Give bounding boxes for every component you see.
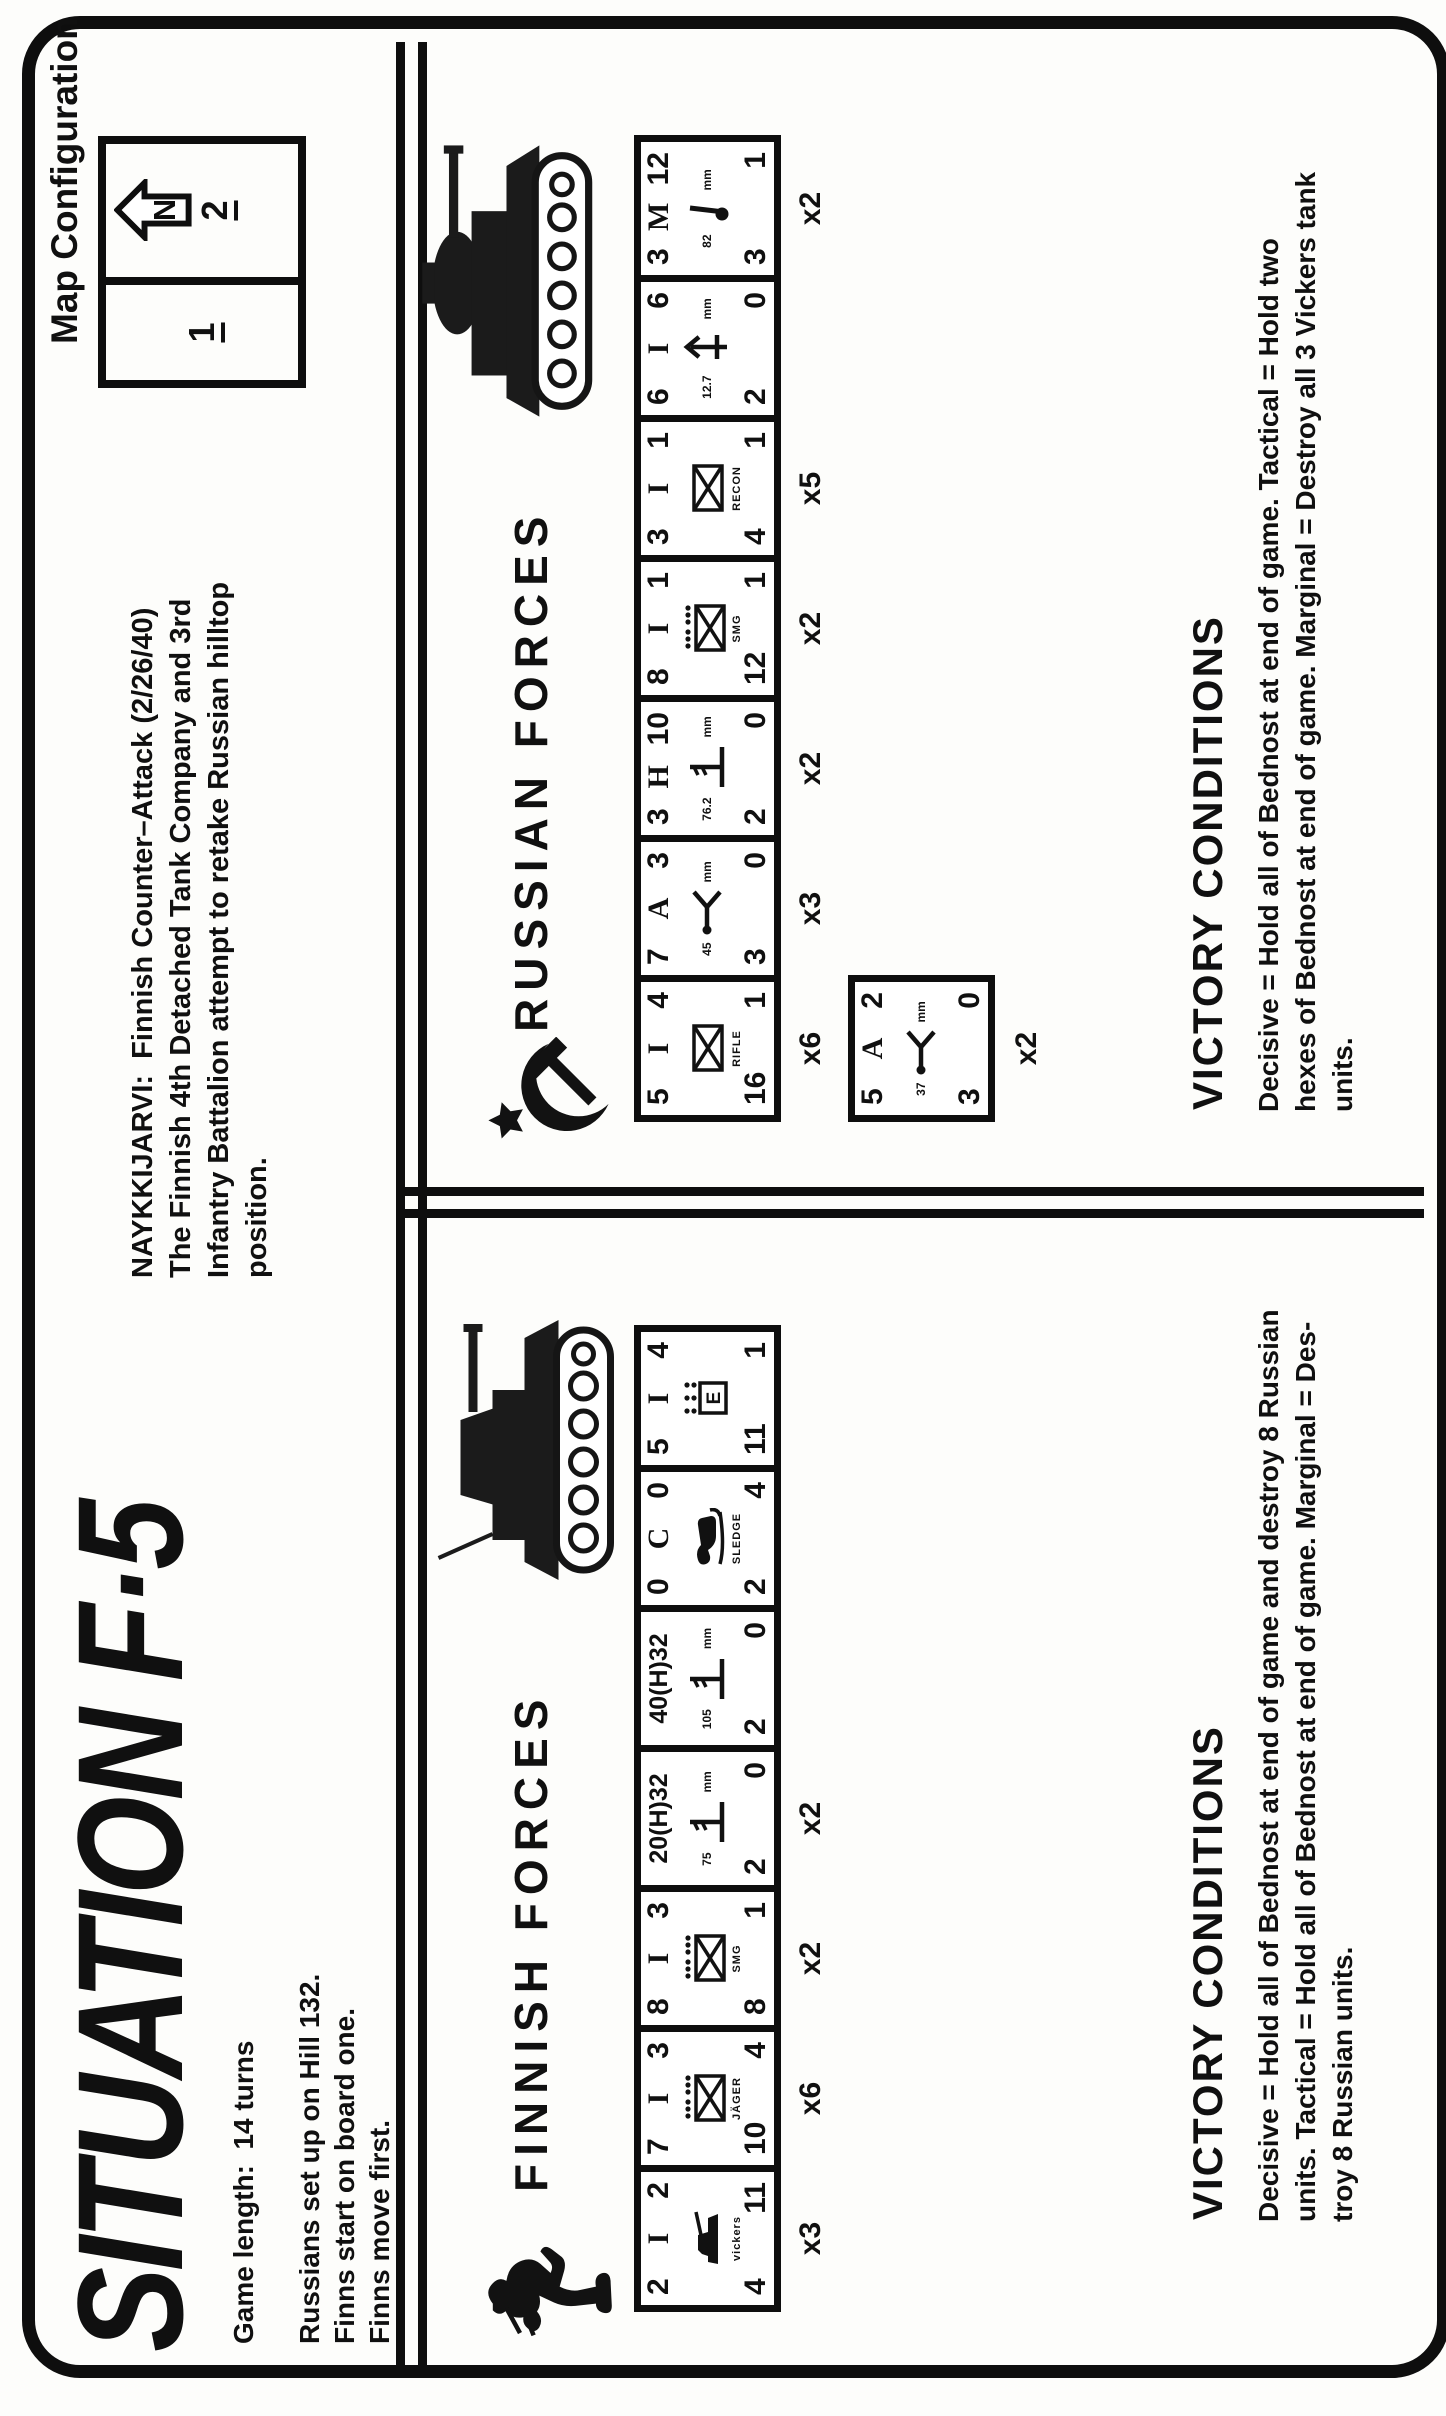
counter-top-value: 2: [856, 992, 889, 1009]
caliber-label: 12.7: [700, 375, 714, 399]
russian-victory-heading: VICTORY CONDITIONS: [1184, 615, 1231, 1110]
unit-counter: [634, 1465, 781, 1612]
counter-multiplier: x2: [794, 1941, 827, 1976]
caliber-label: 76.2: [700, 797, 714, 821]
text-line: Finns move first.: [364, 2119, 395, 2344]
counter-bottom-value: 4: [739, 2042, 772, 2059]
counter-top-value: M: [642, 202, 675, 232]
caliber-label: 105: [700, 1709, 714, 1730]
counter-top-value: 3: [642, 1902, 675, 1919]
unit-counter: [634, 275, 781, 422]
counter-bottom-value: 4: [739, 1482, 772, 1499]
counter-top-value: I: [642, 482, 675, 495]
caliber-unit-label: mm: [700, 298, 714, 320]
counter-top-value: I: [642, 1952, 675, 1965]
caliber-unit-label: mm: [700, 861, 714, 883]
counter-multiplier: x2: [1010, 1031, 1043, 1066]
scenario-title: SITUATION F·5: [46, 1502, 214, 2352]
map-configuration-diagram: [98, 136, 306, 388]
counter-bottom-value: 1: [739, 1902, 772, 1919]
counter-bottom-value: 4: [739, 2278, 772, 2295]
counter-bottom-value: 1: [739, 992, 772, 1009]
counter-top-value: 8: [642, 1998, 675, 2015]
counter-bottom-value: 2: [739, 388, 772, 405]
artillery-icon: [684, 1653, 730, 1705]
infantry-dots-icon: [684, 2073, 730, 2125]
unit-counter: [634, 1605, 781, 1752]
counter-top-value: 40(H)32: [645, 1633, 673, 1724]
counter-top-value: 0: [642, 1482, 675, 1499]
counter-top-value: 7: [642, 2138, 675, 2155]
counter-bottom-value: 12: [739, 651, 772, 685]
map-configuration-heading: Map Configuration: [44, 17, 85, 344]
counter-bottom-value: 8: [739, 1998, 772, 2015]
counter-bottom-value: 3: [739, 248, 772, 265]
counter-top-value: A: [856, 1037, 889, 1060]
map-board-cell-1: [106, 277, 298, 380]
counter-bottom-value: 1: [739, 572, 772, 589]
counter-top-value: 4: [642, 1342, 675, 1359]
counter-bottom-value: 0: [739, 712, 772, 729]
counter-bottom-value: 2: [739, 1718, 772, 1735]
caliber-unit-label: mm: [700, 716, 714, 738]
counter-caption: SLEDGE: [731, 1512, 743, 1565]
counter-top-value: 5: [642, 1438, 675, 1455]
unit-counter: [634, 2025, 781, 2172]
russian-tank-illustration: [412, 126, 602, 436]
counter-top-value: 3: [642, 248, 675, 265]
counter-multiplier: x5: [794, 471, 827, 506]
unit-counter: [634, 1325, 781, 1472]
text-line: Infantry Battalion attempt to retake Russian hilltop: [203, 581, 235, 1278]
infantry-dots-icon: [684, 603, 730, 655]
counter-top-value: 12: [642, 152, 675, 186]
counter-bottom-value: 1: [739, 432, 772, 449]
unit-counter: [634, 555, 781, 702]
text-line: Finns start on board one.: [329, 2007, 360, 2344]
panel-divider-line-inner: [396, 1187, 1424, 1196]
counter-top-value: 2: [642, 2182, 675, 2199]
counter-top-value: 4: [642, 992, 675, 1009]
counter-bottom-value: 1: [739, 152, 772, 169]
counter-bottom-value: 4: [739, 528, 772, 545]
counter-top-value: A: [642, 897, 675, 920]
text-line: position.: [241, 1157, 273, 1278]
counter-multiplier: x3: [794, 2221, 827, 2256]
mortar-icon: [684, 195, 730, 231]
panel-divider-line-outer: [396, 1209, 1424, 1218]
soviet-star-hammer-sickle-icon: [476, 1037, 621, 1152]
counter-top-value: C: [642, 1527, 675, 1550]
counter-bottom-value: 11: [739, 1423, 772, 1455]
counter-top-value: 3: [642, 2042, 675, 2059]
infantry-dots-icon: [684, 1933, 730, 1985]
caliber-unit-label: mm: [700, 169, 714, 191]
counter-top-value: I: [642, 1042, 675, 1055]
counter-caption: RIFLE: [731, 1030, 743, 1067]
sledge-icon: [688, 1509, 726, 1569]
counter-caption: SMG: [731, 1944, 743, 1973]
counter-caption: JÄGER: [731, 2077, 743, 2120]
finnish-lion-icon: [486, 2230, 622, 2350]
finnish-tank-illustration: [428, 1300, 633, 1600]
caliber-label: 82: [700, 234, 714, 248]
counter-bottom-value: 1: [739, 1342, 772, 1359]
text-line: units.: [1327, 1037, 1358, 1112]
setup-notes: [292, 1974, 397, 2344]
counter-bottom-value: 0: [739, 1762, 772, 1779]
counter-top-value: 3: [642, 528, 675, 545]
caliber-label: 45: [700, 942, 714, 956]
counter-multiplier: x2: [794, 191, 827, 226]
caliber-unit-label: mm: [914, 1001, 928, 1023]
counter-top-value: 0: [642, 1578, 675, 1595]
counter-multiplier: x6: [794, 1031, 827, 1066]
counter-multiplier: x2: [794, 1801, 827, 1836]
north-arrow-icon: [114, 180, 192, 242]
counter-bottom-value: 2: [739, 1578, 772, 1595]
caliber-unit-label: mm: [700, 1771, 714, 1793]
artillery-icon: [684, 1797, 730, 1849]
counter-top-value: 7: [642, 948, 675, 965]
counter-top-value: I: [642, 622, 675, 635]
text-line: NAYKKIJARVI: Finnish Counter–Attack (2/26/40): [127, 607, 159, 1278]
unit-counter: [634, 975, 781, 1122]
engineer-icon: [683, 1372, 731, 1426]
counter-bottom-value: 10: [739, 2121, 772, 2155]
counter-multiplier: x2: [794, 611, 827, 646]
counter-bottom-value: 0: [953, 992, 986, 1009]
caliber-label: 75: [700, 1852, 714, 1866]
at-gun-icon: [900, 1027, 942, 1079]
counter-top-value: 3: [642, 808, 675, 825]
counter-bottom-value: 11: [739, 2182, 772, 2214]
counter-caption: RECON: [731, 466, 743, 511]
counter-top-value: H: [642, 765, 675, 789]
text-line: Decisive = Hold all of Bednost at end of game. Tactical = Hold two: [1253, 238, 1284, 1112]
finnish-forces-header: FINNISH FORCES: [505, 1691, 557, 2192]
tank-silhouette-icon: [690, 2207, 724, 2271]
infantry-plain-icon: [686, 463, 728, 515]
counter-bottom-value: 2: [739, 808, 772, 825]
svg-text:E: E: [704, 1392, 725, 1405]
north-label: N: [148, 199, 183, 222]
unit-counter: [848, 975, 995, 1122]
counter-bottom-value: 3: [953, 1088, 986, 1105]
counter-bottom-value: 0: [739, 292, 772, 309]
unit-counter: [634, 1745, 781, 1892]
artillery-icon: [684, 742, 730, 794]
finnish-victory-heading: VICTORY CONDITIONS: [1184, 1725, 1231, 2220]
counter-top-value: 1: [642, 432, 675, 449]
unit-counter: [634, 135, 781, 282]
counter-multiplier: x3: [794, 891, 827, 926]
text-line: hexes of Bednost at end of game. Marginal = Destroy all 3 Vickers tank: [1290, 171, 1321, 1112]
counter-bottom-value: 0: [739, 1622, 772, 1639]
unit-counter: [634, 2165, 781, 2312]
counter-top-value: I: [642, 1392, 675, 1405]
caliber-unit-label: mm: [700, 1627, 714, 1650]
board-number-2: 2: [194, 200, 235, 221]
caliber-label: 37: [914, 1082, 928, 1096]
finnish-victory-text: [1250, 1309, 1361, 2222]
counter-top-value: 1: [642, 572, 675, 589]
counter-top-value: 6: [642, 388, 675, 405]
counter-caption: vickers: [731, 2216, 743, 2261]
counter-bottom-value: 0: [739, 852, 772, 869]
counter-multiplier: x2: [794, 751, 827, 786]
counter-bottom-value: 16: [739, 1071, 772, 1105]
russian-forces-header: RUSSIAN FORCES: [505, 508, 557, 1032]
counter-top-value: 3: [642, 852, 675, 869]
text-line: Decisive = Hold all of Bednost at end of game and destroy 8 Russian: [1253, 1309, 1284, 2222]
counter-top-value: 8: [642, 668, 675, 685]
scenario-description: [124, 582, 276, 1278]
counter-top-value: 2: [642, 2278, 675, 2295]
board-number-1: 1: [181, 322, 222, 343]
unit-counter: [634, 695, 781, 842]
counter-top-value: 5: [642, 1088, 675, 1105]
at-gun-icon: [686, 887, 728, 939]
text-line: Russians set up on Hill 132.: [294, 1973, 325, 2344]
text-line: units. Tactical = Hold all of Bednost at end of game. Marginal = Des-: [1290, 1321, 1321, 2222]
counter-top-value: I: [642, 2092, 675, 2105]
text-line: The Finnish 4th Detached Tank Company and 3rd: [165, 598, 197, 1278]
counter-bottom-value: 2: [739, 1858, 772, 1875]
game-length-line: Game length: 14 turns: [228, 2040, 259, 2344]
counter-top-value: I: [642, 342, 675, 355]
counter-bottom-value: 3: [739, 948, 772, 965]
counter-top-value: I: [642, 2232, 675, 2245]
counter-top-value: 6: [642, 292, 675, 309]
unit-counter: [634, 835, 781, 982]
infantry-plain-icon: [686, 1023, 728, 1075]
counter-caption: SMG: [731, 614, 743, 643]
counter-top-value: 20(H)32: [645, 1773, 673, 1864]
counter-top-value: 10: [642, 712, 675, 746]
counter-multiplier: x6: [794, 2081, 827, 2116]
russian-victory-text: [1250, 172, 1361, 1112]
unit-counter: [634, 415, 781, 562]
aa-gun-icon: [683, 324, 731, 372]
map-board-cell-2: [106, 144, 298, 277]
unit-counter: [634, 1885, 781, 2032]
text-line: troy 8 Russian units.: [1327, 1946, 1358, 2222]
counter-top-value: 5: [856, 1088, 889, 1105]
